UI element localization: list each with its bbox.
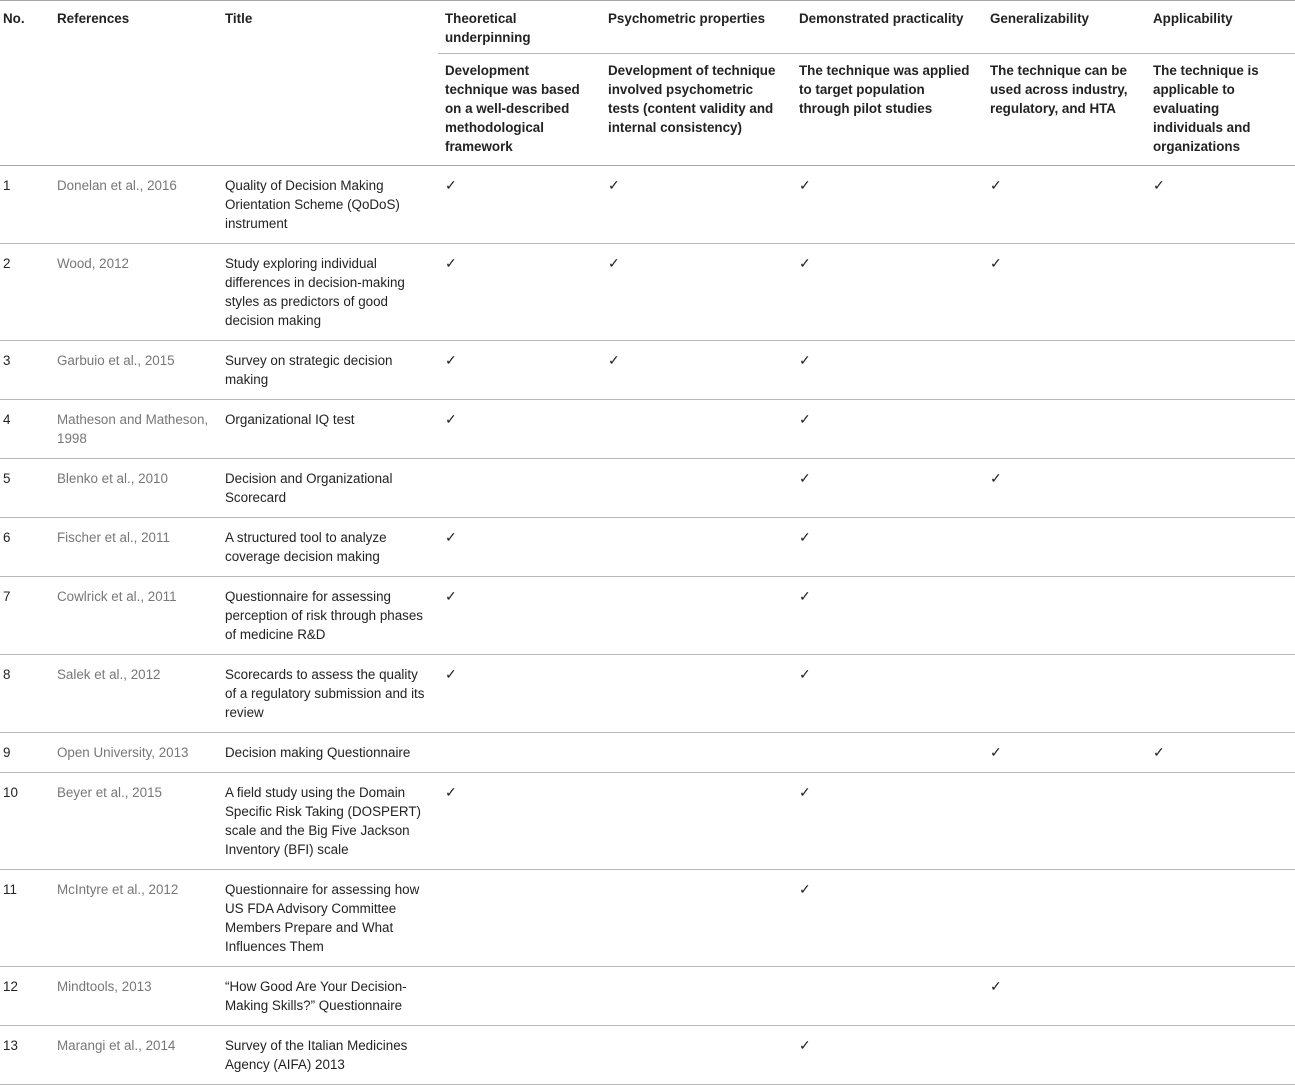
col-header-applicability: Applicability [1146,1,1295,54]
cell-theoretical-check [438,967,601,1026]
cell-practicality-check: ✓ [792,1026,983,1085]
cell-practicality-check: ✓ [792,577,983,655]
cell-generalizability-check [983,518,1146,577]
cell-psychometric-check: ✓ [601,166,792,244]
cell-theoretical-check [438,1026,601,1085]
cell-psychometric-check: ✓ [601,341,792,400]
cell-practicality-check [792,733,983,773]
criteria-generalizability: The technique can be used across industry, regulatory, and HTA [983,54,1146,166]
criteria-theoretical: Development technique was based on a well-described methodological framework [438,54,601,166]
criteria-practicality: The technique was applied to target population through pilot studies [792,54,983,166]
col-header-psychometric: Psychometric properties [601,1,792,54]
col-header-no: No. [0,1,50,54]
cell-no: 11 [0,870,50,967]
cell-generalizability-check [983,341,1146,400]
cell-applicability-check [1146,870,1295,967]
table-row [0,1026,1295,1085]
cell-practicality-check [792,967,983,1026]
cell-psychometric-check [601,773,792,870]
table-row [0,244,1295,341]
cell-generalizability-check [983,870,1146,967]
cell-generalizability-check [983,400,1146,459]
col-header-generalizability: Generalizability [983,1,1146,54]
col-header-title: Title [218,1,438,54]
table-row [0,400,1295,459]
cell-generalizability-check [983,1026,1146,1085]
cell-title: Decision and Organizational Scorecard [218,459,438,518]
cell-practicality-check: ✓ [792,244,983,341]
cell-reference: Fischer et al., 2011 [50,518,218,577]
cell-no: 8 [0,655,50,733]
cell-title: A field study using the Domain Specific Risk Taking (DOSPERT) scale and the Big Five Jackson Inventory (BFI) scale [218,773,438,870]
cell-practicality-check: ✓ [792,341,983,400]
cell-psychometric-check [601,733,792,773]
cell-practicality-check: ✓ [792,773,983,870]
cell-applicability-check [1146,655,1295,733]
cell-no: 9 [0,733,50,773]
cell-theoretical-check: ✓ [438,400,601,459]
cell-theoretical-check [438,733,601,773]
cell-reference: Cowlrick et al., 2011 [50,577,218,655]
criteria-psychometric: Development of technique involved psychometric tests (content validity and internal consistency) [601,54,792,166]
table-row [0,518,1295,577]
cell-psychometric-check [601,577,792,655]
cell-applicability-check [1146,459,1295,518]
cell-psychometric-check [601,518,792,577]
cell-theoretical-check: ✓ [438,773,601,870]
criteria-blank [50,54,218,166]
cell-reference: Wood, 2012 [50,244,218,341]
cell-reference: McIntyre et al., 2012 [50,870,218,967]
cell-title: Study exploring individual differences in decision-making styles as predictors of good decision making [218,244,438,341]
cell-theoretical-check [438,459,601,518]
cell-reference: Marangi et al., 2014 [50,1026,218,1085]
table-row [0,870,1295,967]
cell-no: 13 [0,1026,50,1085]
cell-reference: Donelan et al., 2016 [50,166,218,244]
table-row [0,341,1295,400]
cell-psychometric-check: ✓ [601,244,792,341]
table-header [0,1,1295,166]
cell-practicality-check: ✓ [792,870,983,967]
cell-psychometric-check [601,1026,792,1085]
cell-applicability-check [1146,967,1295,1026]
cell-theoretical-check: ✓ [438,577,601,655]
cell-title: Organizational IQ test [218,400,438,459]
cell-psychometric-check [601,655,792,733]
cell-title: A structured tool to analyze coverage decision making [218,518,438,577]
header-row [0,1,1295,54]
cell-practicality-check: ✓ [792,400,983,459]
cell-applicability-check: ✓ [1146,166,1295,244]
cell-psychometric-check [601,459,792,518]
cell-no: 2 [0,244,50,341]
cell-applicability-check [1146,1026,1295,1085]
cell-no: 12 [0,967,50,1026]
cell-generalizability-check [983,773,1146,870]
cell-title: Survey on strategic decision making [218,341,438,400]
cell-applicability-check [1146,341,1295,400]
table-row [0,733,1295,773]
criteria-applicability: The technique is applicable to evaluating individuals and organizations [1146,54,1295,166]
cell-generalizability-check: ✓ [983,166,1146,244]
cell-generalizability-check [983,655,1146,733]
cell-practicality-check: ✓ [792,459,983,518]
cell-title: Scorecards to assess the quality of a regulatory submission and its review [218,655,438,733]
col-header-theoretical: Theoretical underpinning [438,1,601,54]
cell-title: Quality of Decision Making Orientation Scheme (QoDoS) instrument [218,166,438,244]
cell-applicability-check [1146,518,1295,577]
cell-reference: Garbuio et al., 2015 [50,341,218,400]
table-row [0,967,1295,1026]
cell-reference: Open University, 2013 [50,733,218,773]
cell-no: 6 [0,518,50,577]
cell-no: 5 [0,459,50,518]
criteria-blank [0,54,50,166]
cell-applicability-check [1146,400,1295,459]
cell-generalizability-check [983,577,1146,655]
cell-reference: Matheson and Matheson, 1998 [50,400,218,459]
cell-theoretical-check: ✓ [438,341,601,400]
cell-title: “How Good Are Your Decision-Making Skills?” Questionnaire [218,967,438,1026]
cell-no: 10 [0,773,50,870]
cell-reference: Mindtools, 2013 [50,967,218,1026]
table-row [0,577,1295,655]
cell-no: 3 [0,341,50,400]
cell-psychometric-check [601,870,792,967]
cell-applicability-check [1146,244,1295,341]
cell-no: 7 [0,577,50,655]
cell-theoretical-check [438,870,601,967]
cell-generalizability-check: ✓ [983,244,1146,341]
table-body [0,166,1295,1085]
criteria-blank [218,54,438,166]
cell-theoretical-check: ✓ [438,518,601,577]
cell-title: Decision making Questionnaire [218,733,438,773]
cell-title: Questionnaire for assessing how US FDA Advisory Committee Members Prepare and What Influences Them [218,870,438,967]
table-row [0,773,1295,870]
cell-practicality-check: ✓ [792,166,983,244]
cell-psychometric-check [601,400,792,459]
col-header-references: References [50,1,218,54]
table-row [0,459,1295,518]
cell-applicability-check: ✓ [1146,733,1295,773]
cell-practicality-check: ✓ [792,518,983,577]
cell-no: 1 [0,166,50,244]
cell-theoretical-check: ✓ [438,655,601,733]
cell-reference: Beyer et al., 2015 [50,773,218,870]
cell-title: Questionnaire for assessing perception of risk through phases of medicine R&D [218,577,438,655]
cell-generalizability-check: ✓ [983,967,1146,1026]
cell-reference: Salek et al., 2012 [50,655,218,733]
cell-theoretical-check: ✓ [438,166,601,244]
cell-applicability-check [1146,773,1295,870]
cell-title: Survey of the Italian Medicines Agency (AIFA) 2013 [218,1026,438,1085]
cell-generalizability-check: ✓ [983,459,1146,518]
col-header-practicality: Demonstrated practicality [792,1,983,54]
cell-psychometric-check [601,967,792,1026]
table-row [0,655,1295,733]
cell-no: 4 [0,400,50,459]
cell-generalizability-check: ✓ [983,733,1146,773]
cell-applicability-check [1146,577,1295,655]
cell-theoretical-check: ✓ [438,244,601,341]
criteria-row [0,54,1295,166]
cell-practicality-check: ✓ [792,655,983,733]
table-row [0,166,1295,244]
cell-reference: Blenko et al., 2010 [50,459,218,518]
